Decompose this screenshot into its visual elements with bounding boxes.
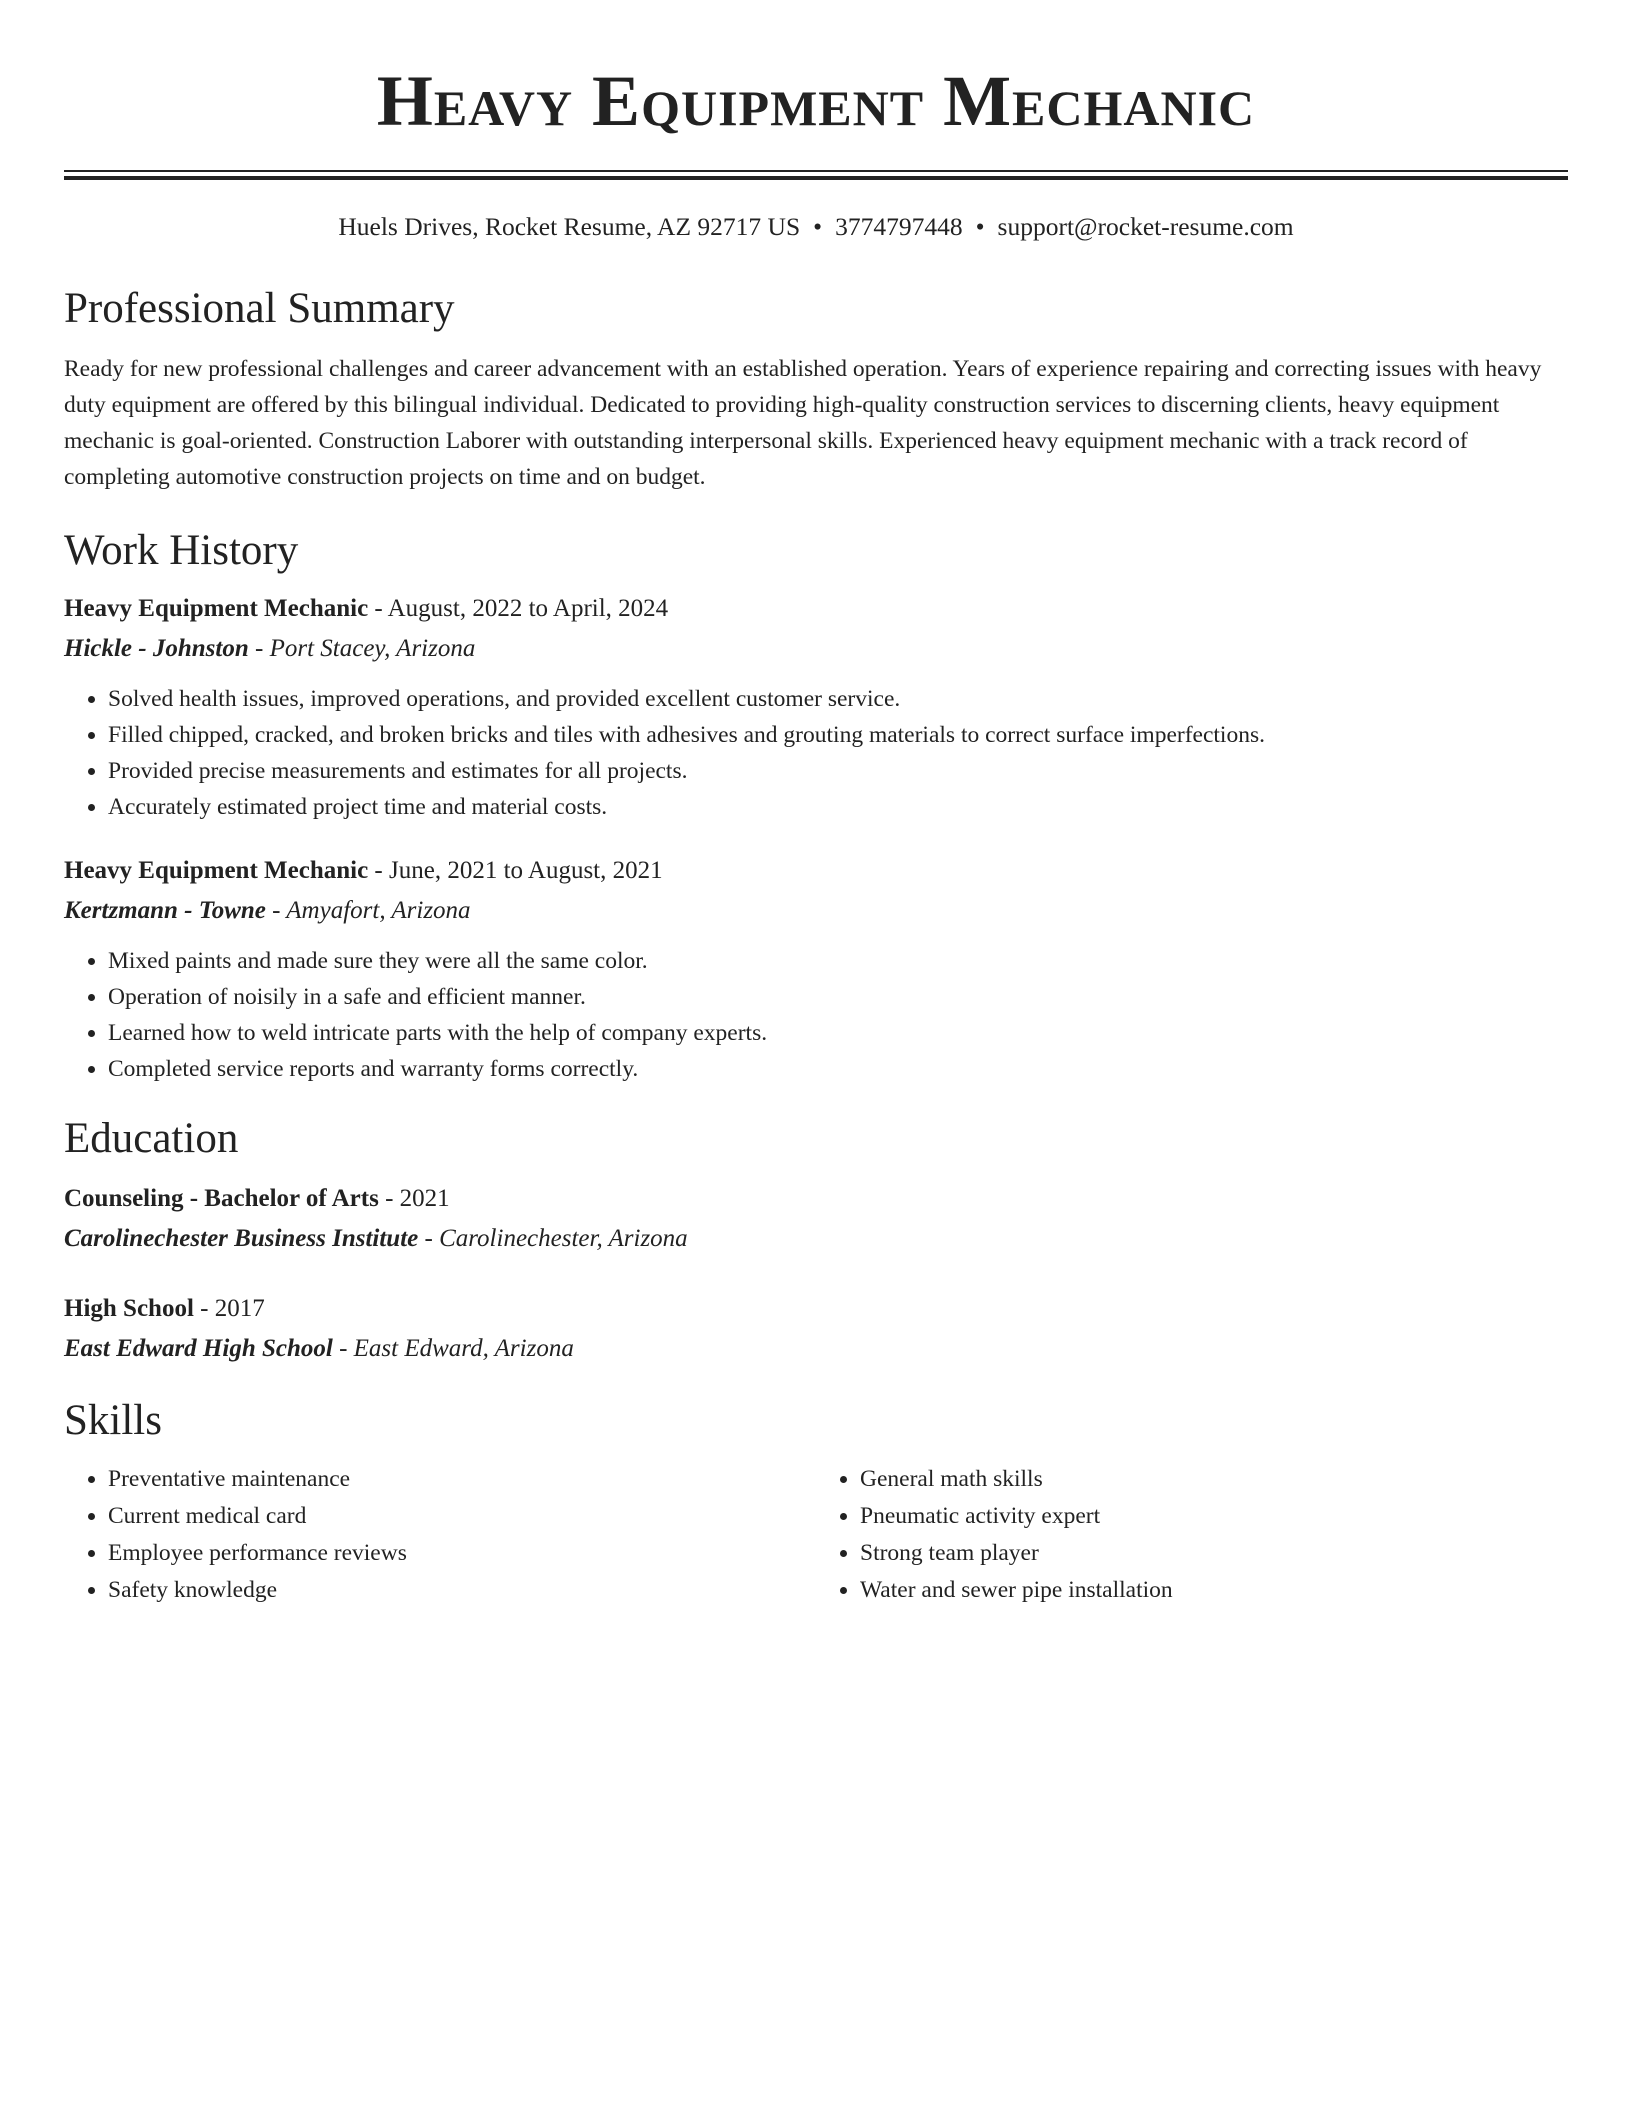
education-entry — [64, 1289, 1568, 1369]
work-entry-company-line — [64, 629, 1568, 669]
job-duty: • Learned how to weld intricate parts with the help of company experts. — [108, 1015, 1568, 1051]
contact-address: Huels Drives, Rocket Resume, AZ 92717 US — [338, 212, 801, 241]
job-duty: • Operation of noisily in a safe and efficient manner. — [108, 979, 1568, 1015]
education-entry-header — [64, 1179, 1568, 1219]
school-name: East Edward High School — [64, 1335, 333, 1362]
job-duty: • Completed service reports and warranty forms correctly. — [108, 1051, 1568, 1087]
job-duty: • Accurately estimated project time and material costs. — [108, 789, 1568, 825]
contact-phone: 3774797448 — [835, 212, 963, 241]
graduation-year: - 2017 — [193, 1295, 265, 1322]
company-location: - Amyafort, Arizona — [265, 897, 471, 924]
job-duty: • Solved health issues, improved operations, and provided excellent customer service. — [108, 681, 1568, 717]
company-name: Hickle - Johnston — [64, 635, 249, 662]
job-dates: - June, 2021 to August, 2021 — [368, 857, 663, 884]
section-title-summary: Professional Summary — [64, 285, 455, 332]
section-title-work-history: Work History — [64, 527, 299, 574]
education-entry — [64, 1179, 1568, 1259]
school-location: - Carolinechester, Arizona — [418, 1225, 688, 1252]
skills-list-left — [64, 1461, 816, 1609]
work-entry-company-line — [64, 891, 1568, 931]
work-entry — [64, 589, 1568, 825]
graduation-year: - 2021 — [378, 1185, 450, 1212]
work-entry-header — [64, 589, 1568, 629]
resume-name: Heavy Equipment Mechanic — [376, 61, 1256, 141]
section-title-education: Education — [64, 1115, 239, 1162]
skill-item: • Strong team player — [860, 1535, 1568, 1572]
job-duty: • Mixed paints and made sure they were all the same color. — [108, 943, 1568, 979]
header-double-rule — [64, 170, 1568, 180]
job-duties-list — [64, 943, 1568, 1087]
school-location: - East Edward, Arizona — [332, 1335, 574, 1362]
summary-paragraph: Ready for new professional challenges and career advancement with an established operation. Years of experience repairing and correcting issues with heavy duty equipment are offered by this bilingual individual. Dedicated to providing high-quality construction services to discerning clients, heavy equipment mechanic is goal-oriented. Construction Laborer with outstanding interpersonal skills. Experienced heavy equipment mechanic with a track record of completing automotive construction projects on time and on budget. — [64, 356, 1542, 490]
contact-email: support@rocket-resume.com — [997, 212, 1294, 241]
job-duty: • Provided precise measurements and estimates for all projects. — [108, 753, 1568, 789]
work-entry — [64, 851, 1568, 1087]
education-entry-school-line — [64, 1219, 1568, 1259]
job-title: Heavy Equipment Mechanic — [64, 595, 369, 622]
school-name: Carolinechester Business Institute — [64, 1225, 419, 1252]
degree: Counseling - Bachelor of Arts — [64, 1185, 379, 1212]
contact-separator: • — [813, 212, 823, 241]
job-title: Heavy Equipment Mechanic — [64, 857, 369, 884]
skill-item: • Current medical card — [108, 1498, 816, 1535]
skill-item: • Employee performance reviews — [108, 1535, 816, 1572]
contact-separator: • — [975, 212, 985, 241]
job-dates: - August, 2022 to April, 2024 — [368, 595, 669, 622]
education-entry-header — [64, 1289, 1568, 1329]
company-name: Kertzmann - Towne — [64, 897, 266, 924]
skill-item: • Preventative maintenance — [108, 1461, 816, 1498]
work-entry-header — [64, 851, 1568, 891]
skills-grid — [64, 1461, 1568, 1609]
company-location: - Port Stacey, Arizona — [248, 635, 476, 662]
section-title-skills: Skills — [64, 1397, 162, 1444]
skill-item: • Pneumatic activity expert — [860, 1498, 1568, 1535]
job-duties-list — [64, 681, 1568, 825]
skill-item: • General math skills — [860, 1461, 1568, 1498]
skill-item: • Water and sewer pipe installation — [860, 1572, 1568, 1609]
job-duty: • Filled chipped, cracked, and broken bricks and tiles with adhesives and grouting materials to correct surface imperfections. — [108, 717, 1568, 753]
contact-line — [64, 211, 1568, 243]
education-entry-school-line — [64, 1329, 1568, 1369]
skill-item: • Safety knowledge — [108, 1572, 816, 1609]
skills-list-right — [816, 1461, 1568, 1609]
degree: High School — [64, 1295, 194, 1322]
